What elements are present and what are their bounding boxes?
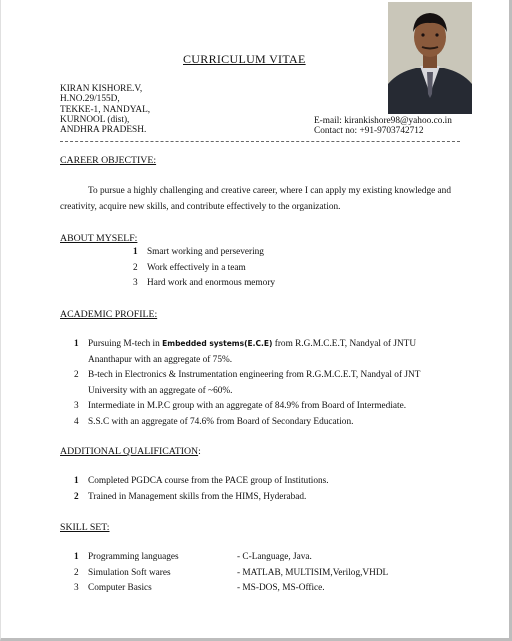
email-text: E-mail: kirankishore98@yahoo.co.in [314, 116, 452, 126]
skill-row [74, 581, 388, 597]
item-number: 2 [74, 491, 79, 502]
address-line: ANDHRA PRADESH. [60, 125, 147, 136]
skill-label: Programming languages [88, 552, 179, 562]
item-text: from R.G.M.C.E.T, Nandyal of JNTU [272, 339, 417, 349]
item-text: B-tech in Electronics & Instrumentation engineering from R.G.M.C.E.T, Nandyal of JNT [88, 370, 421, 380]
item-number: 1 [133, 247, 138, 257]
profile-photo [388, 2, 472, 114]
person-portrait-icon [388, 2, 472, 114]
skill-label: Computer Basics [88, 583, 152, 593]
skill-row [74, 566, 388, 582]
item-number: 3 [74, 583, 79, 593]
skill-value: - MS-DOS, MS-Office. [237, 583, 325, 593]
academic-heading: ACADEMIC PROFILE: [60, 309, 158, 320]
item-text: Smart working and persevering [147, 247, 264, 257]
list-item [133, 276, 275, 292]
skill-row [74, 550, 388, 566]
list-item [133, 261, 275, 277]
career-objective-text: To pursue a highly challenging and creative career, where I can apply my existing knowledge and creativity, acquire new skills, and contribute effectively to the organization. [60, 186, 451, 212]
additional-heading-text: ADDITIONAL QUALIFICATION [60, 446, 199, 457]
item-text: Intermediate in M.P.C group with an aggregate of 84.9% from Board of Intermediate. [88, 401, 407, 411]
item-number: 2 [74, 567, 79, 578]
item-text: Trained in Management skills from the HIMS, Hyderabad. [88, 491, 307, 502]
about-heading: ABOUT MYSELF: [60, 233, 138, 244]
item-number: 1 [74, 552, 79, 562]
list-item [74, 336, 420, 353]
item-text-emphasis: Embedded systems(E.C.E) [162, 339, 273, 348]
item-number: 4 [74, 416, 79, 427]
item-text: Work effectively in a team [147, 262, 246, 273]
skills-heading: SKILL SET: [60, 522, 110, 533]
skill-label: Simulation Soft wares [88, 567, 171, 578]
phone-text: Contact no: +91-9703742712 [314, 126, 424, 137]
academic-list [74, 336, 420, 430]
list-item-continuation: University with an aggregate of ~60%. [88, 385, 233, 396]
address-line: KURNOOL (dist), [60, 114, 130, 125]
contact-block [314, 116, 452, 137]
address-line: KIRAN KISHORE.V, [60, 84, 143, 94]
item-number: 1 [74, 339, 79, 349]
skill-value: - MATLAB, MULTISIM,Verilog,VHDL [237, 567, 389, 578]
list-item [74, 368, 420, 384]
item-number: 2 [74, 370, 79, 380]
item-text: S.S.C with an aggregate of 74.6% from Board of Secondary Education. [88, 416, 354, 427]
heading-colon: : [198, 446, 201, 457]
item-text: Pursuing M-tech in [88, 339, 163, 349]
about-list [133, 245, 275, 292]
list-item-continuation: Ananthapur with an aggregate of 75%. [88, 354, 233, 365]
item-text: Hard work and enormous memory [147, 278, 276, 288]
item-number: 3 [133, 278, 138, 288]
item-text: Completed PGDCA course from the PACE group of Institutions. [88, 476, 329, 486]
document-title: CURRICULUM VITAE [183, 52, 306, 66]
list-item [74, 490, 329, 506]
address-block [60, 84, 150, 135]
list-item [133, 245, 275, 261]
additional-heading [60, 446, 201, 457]
dashed-divider [60, 141, 460, 142]
list-item [74, 474, 329, 490]
list-item [74, 415, 420, 431]
item-number: 3 [74, 401, 79, 411]
career-objective-heading: CAREER OBJECTIVE: [60, 155, 157, 166]
address-line: H.NO.29/155D, [60, 94, 120, 105]
address-line: TEKKE-1, NANDYAL, [60, 104, 151, 115]
skills-list [74, 550, 388, 597]
item-number: 1 [74, 476, 79, 486]
additional-list [74, 474, 329, 505]
item-number: 2 [133, 262, 138, 273]
list-item [74, 399, 420, 415]
skill-value: - C-Language, Java. [237, 552, 312, 562]
